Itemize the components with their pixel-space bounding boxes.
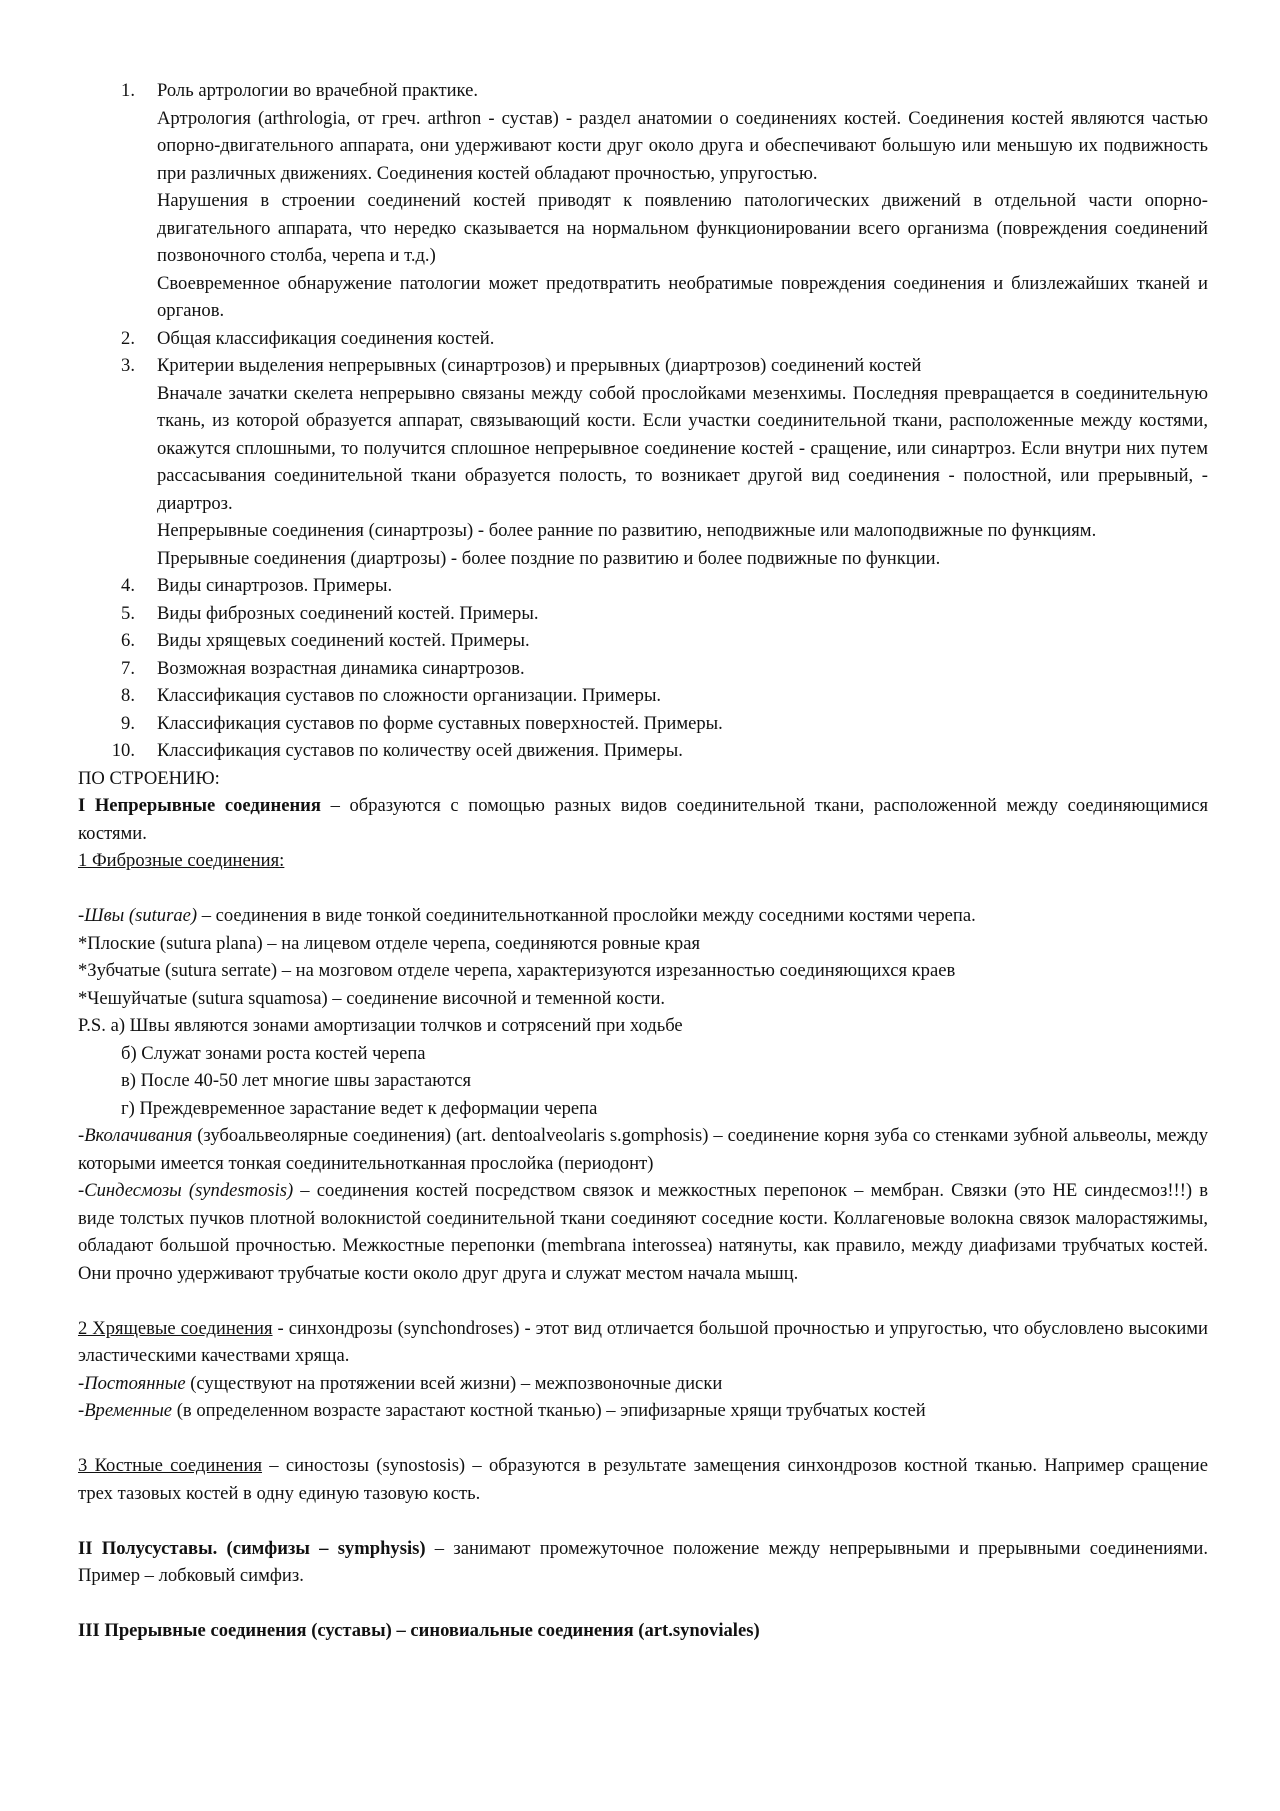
flat-suture-line: *Плоские (sutura plana) – на лицевом отделе черепа, соединяются ровные края: [78, 932, 701, 954]
blank-line: [78, 1425, 1208, 1453]
item-paragraph: Прерывные соединения (диартрозы) - более поздние по развитию и более подвижные по функции.: [157, 547, 941, 569]
symphysis-paragraph: [78, 1535, 1208, 1590]
sutures-paragraph: [78, 902, 1208, 930]
item-title: Виды синартрозов. Примеры.: [157, 575, 393, 596]
item-paragraph: Своевременное обнаружение патологии может предотвратить необратимые повреждения соединения и близлежайших тканей и органов.: [157, 272, 1208, 321]
list-item: [78, 655, 1208, 683]
list-item: [78, 77, 1208, 325]
ps-line-b: б) Служат зонами роста костей черепа: [121, 1042, 426, 1064]
syndesmosis-paragraph: [78, 1177, 1208, 1287]
fibrous-title: 1 Фиброзные соединения:: [78, 850, 285, 871]
serrate-suture-line: *Зубчатые (sutura serrate) – на мозговом отделе черепа, характеризуются изрезанностью соединяющихся краев: [78, 960, 956, 981]
item-paragraph: Нарушения в строении соединений костей приводят к появлению патологических движений в отдельной части опорно-двигательного аппарата, что нередко сказывается на нормальном функционировании всего организма (повреждения соединений позвоночного столба, черепа и т.д.): [157, 190, 1208, 266]
item-title: Виды фиброзных соединений костей. Примеры.: [157, 602, 539, 624]
item-title: Общая классификация соединения костей.: [157, 327, 495, 349]
cartilage-text: - синхондрозы (synchondroses) - этот вид отличается большой прочностью и упругостью, что обусловлено высокими эластическими качествами хряща.: [78, 1317, 1208, 1366]
list-item: [78, 710, 1208, 738]
item-title: Классификация суставов по количеству осей движения. Примеры.: [157, 740, 683, 761]
po-stroeniyu-heading: ПО СТРОЕНИЮ:: [78, 767, 220, 789]
item-number: 8.: [121, 685, 135, 706]
list-item: [78, 572, 1208, 600]
list-item: [78, 600, 1208, 628]
item-number: 5.: [121, 602, 135, 624]
list-item: [78, 627, 1208, 655]
permanent-text: (существуют на протяжении всей жизни) – межпозвоночные диски: [185, 1372, 723, 1394]
ps-line-a: P.S. а) Швы являются зонами амортизации толчков и сотрясений при ходьбе: [78, 1015, 683, 1036]
syndesmosis-text: – соединения костей посредством связок и межкостных перепонок – мембран. Связки (это НЕ синдесмоз!!!) в виде толстых пучков плотной волокнистой соединительной ткани соединяют соседние кости. Коллагеновые волокна связок малорастяжимы, обладают большой прочностью. Межкостные перепонки (membrana interossea) натянуты, как правило, между диафизами трубчатых костей. Они прочно удерживают трубчатые кости около друг друга и служат местом начала мышц.: [78, 1180, 1208, 1284]
list-item: [78, 325, 1208, 353]
blank-line: [78, 1287, 1208, 1315]
gomphosis-paragraph: [78, 1122, 1208, 1177]
item-number: 3.: [121, 355, 135, 376]
item-paragraph: Вначале зачатки скелета непрерывно связаны между собой прослойками мезенхимы. Последняя превращается в соединительную ткань, из которой образуется аппарат, связывающий кости. Если участки соединительной ткани, расположенные между костями, окажутся сплошными, то получится сплошное непрерывное соединение костей - сращение, или синартроз. Если внутри них путем рассасывания соединительной ткани образуется полость, то возникает другой вид соединения - полостной, или прерывный, - диартроз.: [157, 382, 1208, 514]
temporary-term: -Временные: [78, 1400, 173, 1421]
document-content: [78, 77, 1208, 1645]
permanent-line: [78, 1370, 1208, 1398]
sutures-term: -Швы (suturae): [78, 905, 198, 926]
sutures-text: – соединения в виде тонкой соединительнотканной прослойки между соседними костями черепа.: [197, 905, 976, 926]
bone-title: 3 Костные соединения: [78, 1455, 262, 1476]
item-title: Классификация суставов по сложности организации. Примеры.: [157, 685, 662, 706]
item-number: 7.: [121, 657, 135, 679]
bone-text: – синостозы (synostosis) – образуются в результате замещения синхондрозов костной тканью. Например сращение трех тазовых костей в одну единую тазовую кость.: [78, 1455, 1208, 1504]
temporary-text: (в определенном возрасте зарастают костной тканью) – эпифизарные хрящи трубчатых костей: [172, 1400, 926, 1421]
question-list: [78, 77, 1208, 765]
list-item: [78, 352, 1208, 572]
item-number: 2.: [121, 327, 135, 349]
symphysis-title: II Полусуставы. (симфизы – symphysis): [78, 1537, 426, 1559]
item-title: Виды хрящевых соединений костей. Примеры.: [157, 630, 530, 651]
item-number: 6.: [121, 630, 135, 651]
item-number: 9.: [121, 712, 135, 734]
blank-line: [78, 1507, 1208, 1535]
item-number: 1.: [121, 80, 135, 101]
item-number: 10.: [111, 740, 135, 761]
item-title: Классификация суставов по форме суставных поверхностей. Примеры.: [157, 712, 723, 734]
item-title: Возможная возрастная динамика синартрозов.: [157, 657, 525, 679]
ps-line-d: г) Преждевременное зарастание ведет к деформации черепа: [121, 1097, 598, 1119]
fibrous-heading: [78, 847, 1208, 875]
item-paragraph: Непрерывные соединения (синартрозы) - более ранние по развитию, неподвижные или малоподвижные по функциям.: [157, 520, 1097, 541]
gomphosis-term: -Вколачивания: [78, 1125, 193, 1146]
item-paragraph: Артрология (arthrologia, от греч. arthron - сустав) - раздел анатомии о соединениях костей. Соединения костей являются частью опорно-двигательного аппарата, они удерживают кости друг около друга и обеспечивают большую или меньшую их подвижность при различных движениях. Соединения костей обладают прочностью, упругостью.: [157, 107, 1208, 184]
list-item: [78, 737, 1208, 765]
cartilage-paragraph: [78, 1315, 1208, 1370]
continuous-joints-title: I Непрерывные соединения: [78, 795, 321, 816]
synovial-heading: [78, 1617, 1208, 1645]
ps-line-c: в) После 40-50 лет многие швы зарастаются: [121, 1070, 472, 1091]
cartilage-title: 2 Хрящевые соединения: [78, 1317, 273, 1339]
item-number: 4.: [121, 575, 135, 596]
squamous-suture-line: *Чешуйчатые (sutura squamosa) – соединение височной и теменной кости.: [78, 987, 666, 1009]
item-title: Роль артрологии во врачебной практике.: [157, 80, 479, 101]
bone-paragraph: [78, 1452, 1208, 1507]
list-item: [78, 682, 1208, 710]
blank-line: [78, 1590, 1208, 1618]
item-title: Критерии выделения непрерывных (синартрозов) и прерывных (диартрозов) соединений костей: [157, 355, 922, 376]
continuous-joints-text: – образуются с помощью разных видов соединительной ткани, расположенной между соединяющимися костями.: [78, 795, 1208, 844]
permanent-term: -Постоянные: [78, 1372, 186, 1394]
syndesmosis-term: -Синдесмозы (syndesmosis): [78, 1180, 294, 1201]
temporary-line: [78, 1397, 1208, 1425]
continuous-joints-paragraph: [78, 792, 1208, 847]
symphysis-text: – занимают промежуточное положение между непрерывными и прерывными соединениями. Пример – лобковый симфиз.: [78, 1537, 1209, 1586]
synovial-title: III Прерывные соединения (суставы) – синовиальные соединения (art.synoviales): [78, 1620, 760, 1641]
blank-line: [78, 875, 1208, 903]
gomphosis-text: (зубоальвеолярные соединения) (art. dentoalveolaris s.gomphosis) – соединение корня зуба со стенками зубной альвеолы, между которыми имеется тонкая соединительнотканная прослойка (периодонт): [78, 1125, 1208, 1174]
